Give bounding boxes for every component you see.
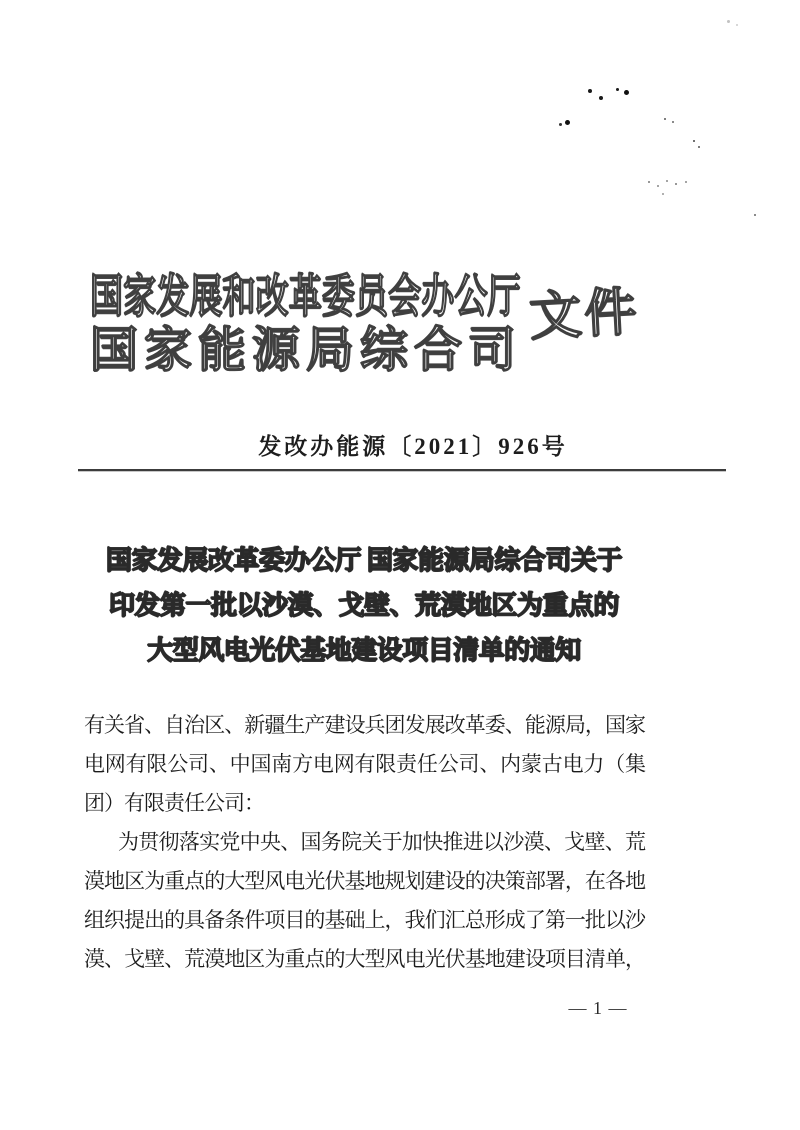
paragraph-line: 组织提出的具备条件项目的基础上，我们汇总形成了第一批以沙 [84,908,645,932]
paragraph-line: 为贯彻落实党中央、国务院关于加快推进以沙漠、戈壁、荒 [118,830,645,854]
scan-speck [662,193,664,195]
scan-speck [672,121,674,123]
title-line: 大型风电光伏基地建设项目清单的通知 [147,636,581,665]
title-line: 国家发展改革委办公厅 国家能源局综合司关于 [105,546,622,575]
scan-speck [624,90,629,95]
scan-speck [565,120,570,125]
scan-speck [559,123,562,126]
document-stamp-label: 文件 [528,284,641,347]
document-body [84,706,645,979]
scan-speck [675,183,677,185]
recipients-line: 电网有限公司、中国南方电网有限责任公司、内蒙古电力（集 [84,752,645,776]
paragraph-line: 漠地区为重点的大型风电光伏基地规划建设的决策部署，在各地 [84,869,645,893]
scan-speck [599,96,603,100]
recipients-line: 团）有限责任公司： [84,791,264,815]
scan-speck [648,181,650,183]
scan-speck [657,185,659,187]
paragraph-line: 漠、戈壁、荒漠地区为重点的大型风电光伏基地建设项目清单， [84,947,645,971]
header-divider-line [78,469,726,471]
page-number: — 1 — [568,998,628,1018]
scan-speck [664,118,666,120]
scan-speck [736,24,738,26]
document-title [0,538,728,673]
scan-speck [754,214,756,216]
scan-speck [666,180,668,182]
scan-speck [588,89,592,93]
document-number: 发改办能源〔2021〕926号 [258,434,568,459]
agency-name-line1: 国家发展和改革委员会办公厅 [90,271,521,322]
recipients-line: 有关省、自治区、新疆生产建设兵团发展改革委、能源局，国家 [84,713,645,737]
title-line: 印发第一批以沙漠、戈壁、荒漠地区为重点的 [108,591,619,620]
scan-speck [698,146,700,148]
scan-speck [693,140,695,142]
scan-speck [616,88,619,91]
agency-name-line2: 国家能源局综合司 [90,324,523,377]
scan-speck [727,20,730,23]
scan-speck [685,181,687,183]
